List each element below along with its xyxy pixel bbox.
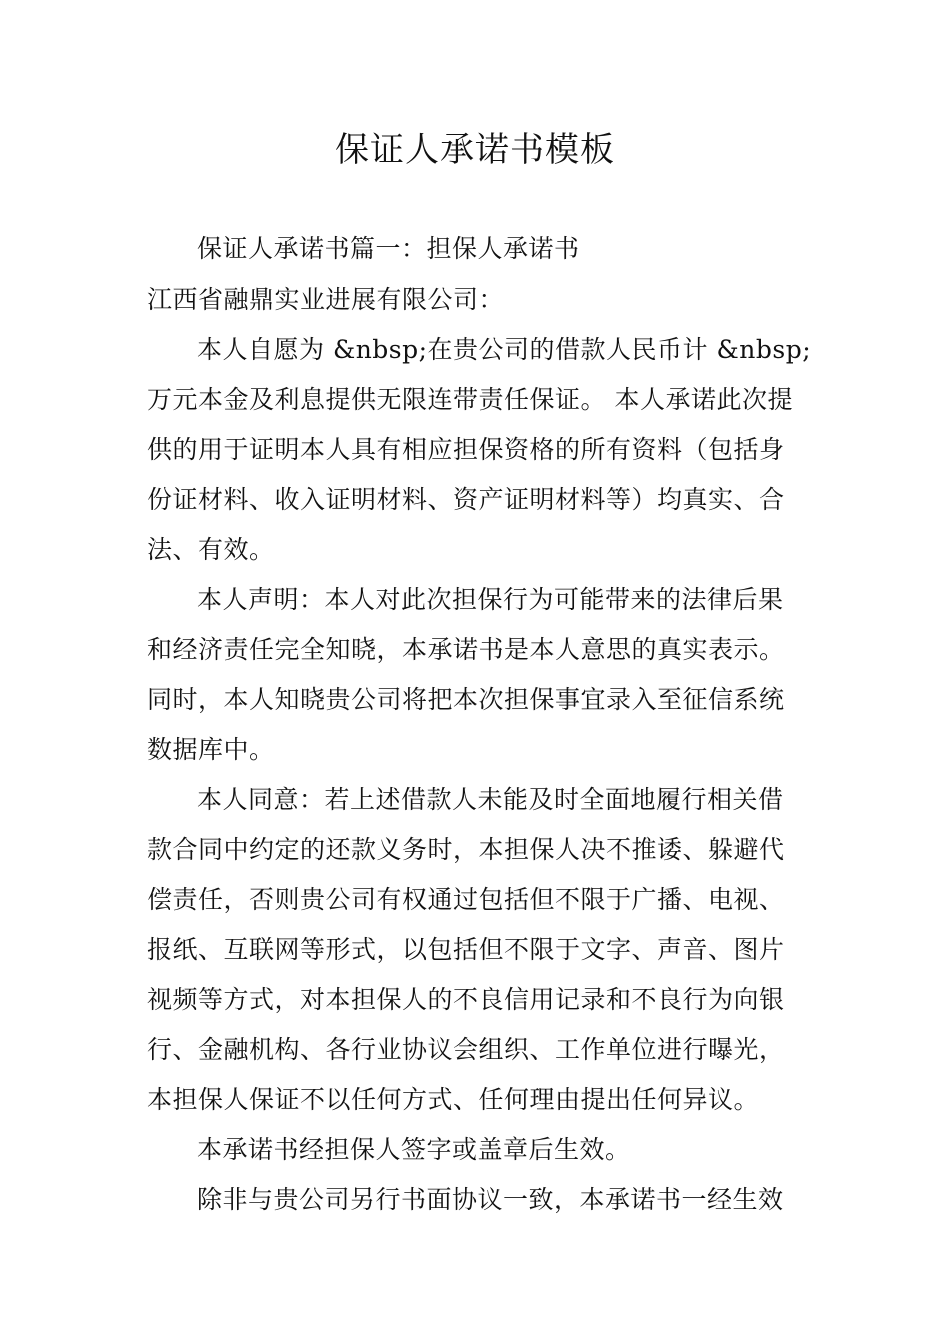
addressee: 江西省融鼎实业进展有限公司： (147, 285, 505, 314)
body-line: 本担保人保证不以任何方式、任何理由提出任何异议。 (147, 1085, 760, 1114)
body-line: 法、有效。 (147, 535, 275, 564)
body-line: 视频等方式，对本担保人的不良信用记录和不良行为向银 (147, 985, 785, 1014)
body-line: 万元本金及利息提供无限连带责任保证。 本人承诺此次提 (147, 385, 793, 414)
body-line: 份证材料、收入证明材料、资产证明材料等）均真实、合 (147, 485, 785, 514)
body-line: 本人自愿为 &nbsp;在贵公司的借款人民币计 &nbsp; (197, 335, 812, 364)
body-line: 本人声明：本人对此次担保行为可能带来的法律后果 (197, 585, 784, 614)
body-line: 除非与贵公司另行书面协议一致，本承诺书一经生效 (197, 1185, 784, 1214)
body-line: 本人同意：若上述借款人未能及时全面地履行相关借 (197, 785, 784, 814)
body-line: 行、金融机构、各行业协议会组织、工作单位进行曝光， (147, 1035, 785, 1064)
body-line: 同时，本人知晓贵公司将把本次担保事宜录入至征信系统 (147, 685, 785, 714)
section-heading: 保证人承诺书篇一：担保人承诺书 (197, 234, 580, 263)
body-line: 和经济责任完全知晓，本承诺书是本人意思的真实表示。 (147, 635, 785, 664)
body-line: 本承诺书经担保人签字或盖章后生效。 (197, 1135, 631, 1164)
body-line: 款合同中约定的还款义务时，本担保人决不推诿、躲避代 (147, 835, 785, 864)
body-line: 数据库中。 (147, 735, 275, 764)
body-line: 偿责任，否则贵公司有权通过包括但不限于广播、电视、 (147, 885, 785, 914)
document-title: 保证人承诺书模板 (335, 130, 615, 170)
body-line: 供的用于证明本人具有相应担保资格的所有资料（包括身 (147, 435, 785, 464)
body-line: 报纸、互联网等形式，以包括但不限于文字、声音、图片 (147, 935, 785, 964)
